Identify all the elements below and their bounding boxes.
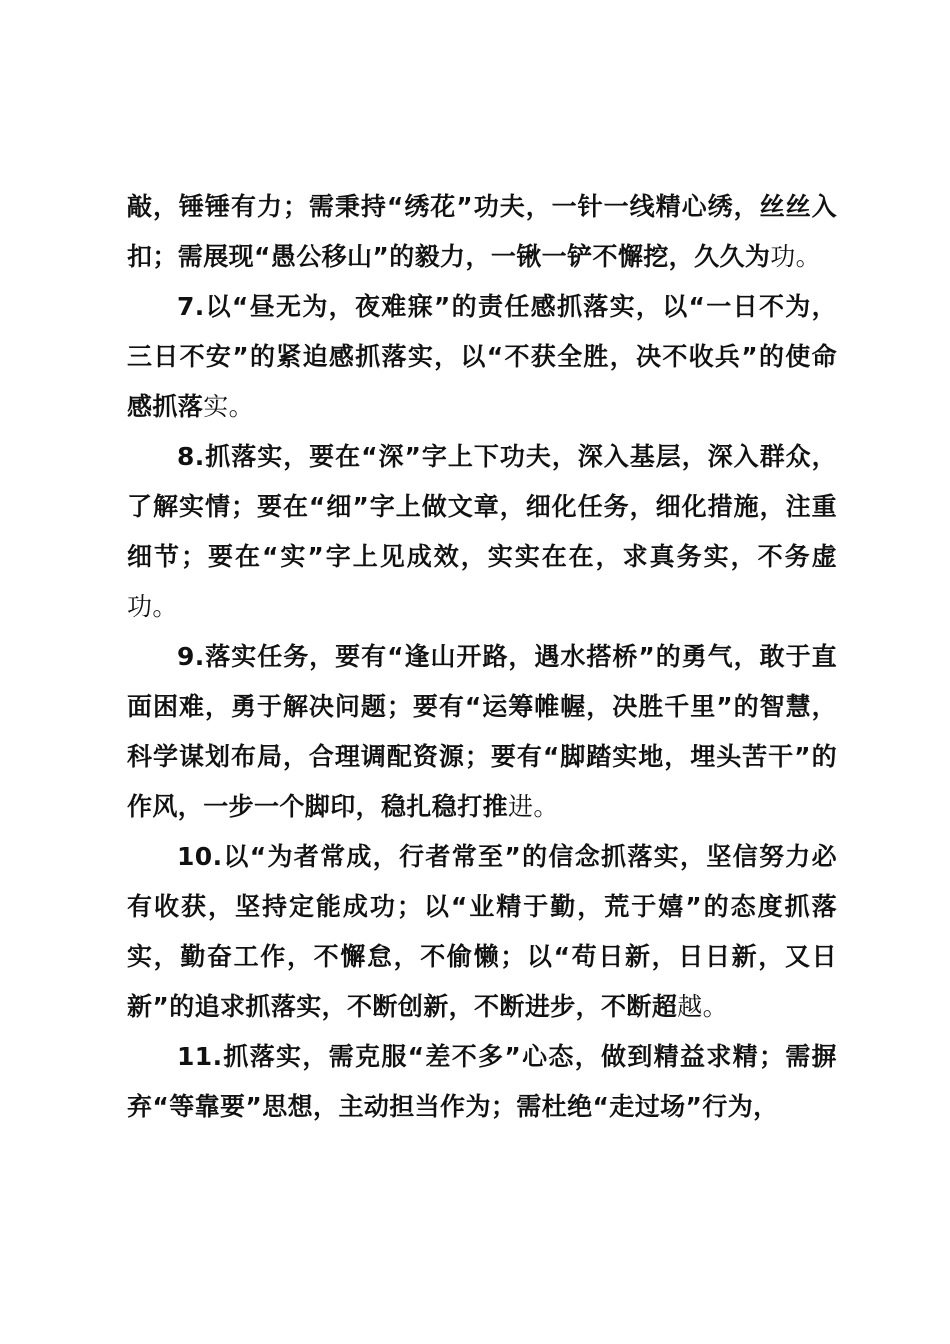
paragraph-normal-text: 功。: [127, 592, 178, 621]
paragraph-item-8: [127, 432, 837, 632]
paragraph-bold-text: 11.抓落实，需克服“差不多”心态，做到精益求精；需摒弃“等靠要”思想，主动担当作为；需杜绝“走过场”行为，: [127, 1042, 837, 1121]
paragraph-normal-text: 越。: [677, 992, 729, 1021]
paragraph-bold-text: 7.以“昼无为，夜难寐”的责任感抓落实，以“一日不为，三日不安”的紧迫感抓落实，以“不获全胜，决不收兵”的使命感抓落: [127, 292, 837, 421]
paragraph-continuation: [127, 182, 837, 282]
paragraph-normal-text: 功。: [770, 242, 822, 271]
paragraph-item-7: [127, 282, 837, 432]
paragraph-item-10: [127, 832, 837, 1032]
paragraph-bold-text: 9.落实任务，要有“逢山开路，遇水搭桥”的勇气，敢于直面困难，勇于解决问题；要有“运筹帷幄，决胜千里”的智慧，科学谋划布局，合理调配资源；要有“脚踏实地，埋头苦干”的作风，一步一个脚印，稳扎稳打推: [127, 642, 837, 821]
paragraph-item-9: [127, 632, 837, 832]
paragraph-normal-text: 进。: [508, 792, 559, 821]
paragraph-bold-text: 10.以“为者常成，行者常至”的信念抓落实，坚信努力必有收获，坚持定能成功；以“业精于勤，荒于嬉”的态度抓落实，勤奋工作，不懈怠，不偷懒；以“苟日新，日日新，又日新”的追求抓落实，不断创新，不断进步，不断超: [127, 842, 837, 1021]
paragraph-item-11: [127, 1032, 837, 1132]
document-body: [127, 182, 837, 1132]
paragraph-bold-text: 8.抓落实，要在“深”字上下功夫，深入基层，深入群众，了解实情；要在“细”字上做文章，细化任务，细化措施，注重细节；要在“实”字上见成效，实实在在，求真务实，不务虚: [127, 442, 837, 571]
paragraph-normal-text: 实。: [203, 392, 255, 421]
paragraph-bold-text: 敲，锤锤有力；需秉持“绣花”功夫，一针一线精心绣，丝丝入扣；需展现“愚公移山”的毅力，一锹一铲不懈挖，久久为: [127, 192, 837, 271]
